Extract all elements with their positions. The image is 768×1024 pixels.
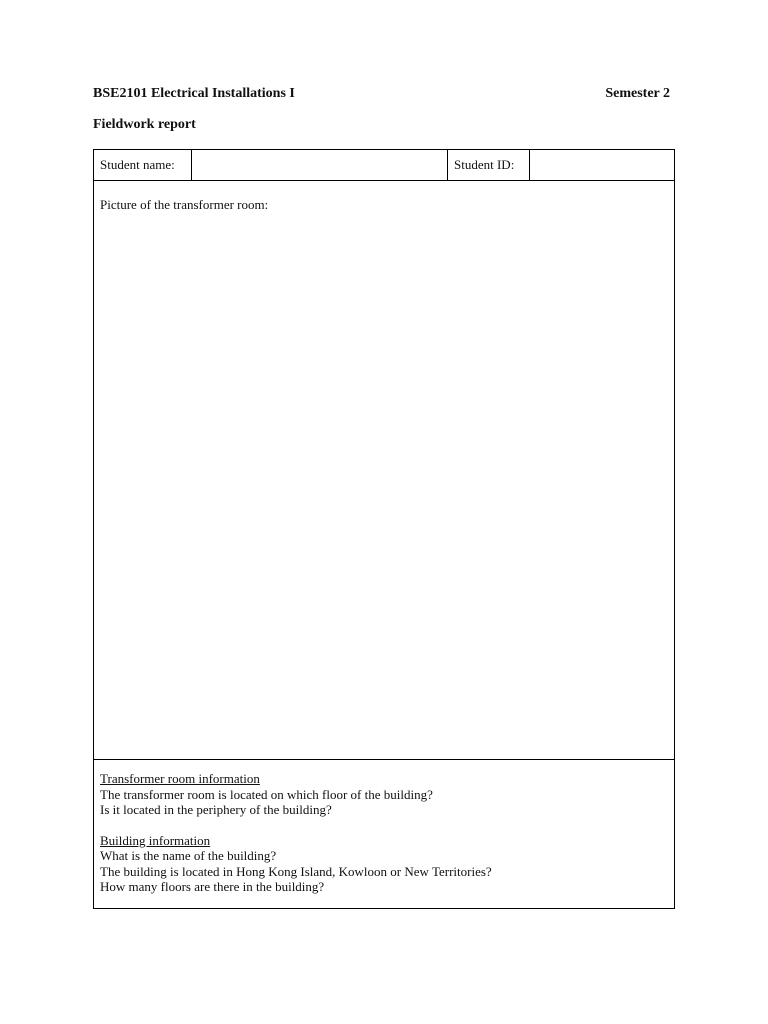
transformer-question: Is it located in the periphery of the building? xyxy=(100,802,332,817)
report-title: Fieldwork report xyxy=(93,117,196,132)
information-section xyxy=(94,760,674,908)
transformer-question: The transformer room is located on which floor of the building? xyxy=(100,786,433,802)
picture-area[interactable] xyxy=(94,181,674,760)
building-question: How many floors are there in the building? xyxy=(100,879,325,894)
student-id-label: Student ID: xyxy=(448,150,530,180)
building-info-heading: Building information xyxy=(100,832,211,848)
fieldwork-form xyxy=(93,149,675,909)
building-question: What is the name of the building? xyxy=(100,848,277,863)
student-id-field[interactable] xyxy=(530,150,674,180)
semester-label: Semester 2 xyxy=(605,86,670,101)
course-title: BSE2101 Electrical Installations I xyxy=(93,86,295,101)
building-question: The building is located in Hong Kong Island, Kowloon or New Territories? xyxy=(100,863,492,879)
student-name-field[interactable] xyxy=(192,150,448,180)
transformer-info-heading: Transformer room information xyxy=(100,771,260,786)
section-spacer xyxy=(100,818,674,833)
student-name-label: Student name: xyxy=(94,150,192,180)
picture-label: Picture of the transformer room: xyxy=(100,197,269,212)
student-info-row xyxy=(94,150,674,181)
